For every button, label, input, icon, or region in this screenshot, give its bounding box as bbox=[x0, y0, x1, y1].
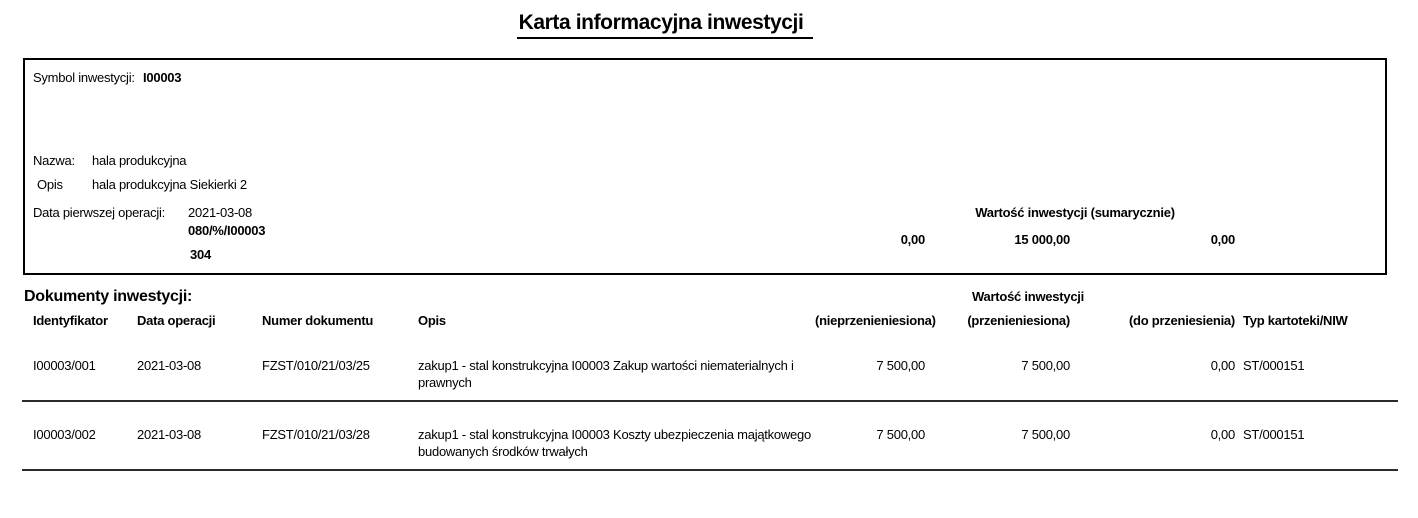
report-title-wrap bbox=[0, 11, 1330, 39]
row-description: zakup1 - stal konstrukcyjna I00003 Koszty ubezpieczenia majątkowego budowanych środków trwałych bbox=[405, 401, 815, 470]
documents-table bbox=[22, 309, 1398, 471]
documents-table-header-row bbox=[22, 309, 1398, 333]
report-title: Karta informacyjna inwestycji bbox=[517, 11, 814, 39]
symbol-label: Symbol inwestycji: bbox=[33, 70, 135, 85]
table-row bbox=[22, 401, 1398, 470]
summary-value-to-transfer: 0,00 bbox=[1210, 232, 1235, 247]
summary-title: Wartość inwestycji (sumarycznie) bbox=[975, 205, 1175, 220]
summary-value-not-transferred: 0,00 bbox=[900, 232, 925, 247]
row-value-transferred: 7 500,00 bbox=[925, 333, 1070, 401]
description-label: Opis bbox=[37, 177, 63, 192]
account-number: 304 bbox=[190, 247, 211, 262]
table-row bbox=[22, 333, 1398, 401]
row-value-not-transferred: 7 500,00 bbox=[815, 401, 925, 470]
description-value: hala produkcyjna Siekierki 2 bbox=[92, 177, 247, 192]
value-group-header: Wartość inwestycji bbox=[971, 289, 1085, 304]
row-description: zakup1 - stal konstrukcyjna I00003 Zakup wartości niematerialnych i prawnych bbox=[405, 333, 815, 401]
investment-header-box bbox=[23, 58, 1387, 275]
row-value-to-transfer: 0,00 bbox=[1070, 401, 1235, 470]
column-header-identifier: Identyfikator bbox=[33, 313, 108, 328]
row-card-type: ST/000151 bbox=[1235, 333, 1398, 401]
row-operation-date: 2021-03-08 bbox=[126, 333, 250, 401]
first-operation-label: Data pierwszej operacji: bbox=[33, 205, 166, 220]
column-header-operation-date: Data operacji bbox=[137, 313, 216, 328]
column-header-transferred: (przenieniesiona) bbox=[967, 313, 1070, 328]
row-document-number: FZST/010/21/03/28 bbox=[250, 401, 405, 470]
name-value: hala produkcyjna bbox=[92, 153, 187, 168]
row-card-type: ST/000151 bbox=[1235, 401, 1398, 470]
column-header-document-number: Numer dokumentu bbox=[262, 313, 374, 328]
row-value-to-transfer: 0,00 bbox=[1070, 333, 1235, 401]
column-header-description: Opis bbox=[418, 313, 446, 328]
documents-section-heading: Dokumenty inwestycji: bbox=[24, 288, 193, 305]
column-header-not-transferred: (nieprzenieniesiona) bbox=[815, 313, 936, 328]
row-identifier: I00003/001 bbox=[22, 333, 126, 401]
account-mask: 080/%/I00003 bbox=[188, 223, 266, 238]
row-identifier: I00003/002 bbox=[22, 401, 126, 470]
column-header-card-type: Typ kartoteki/NIW bbox=[1243, 313, 1348, 328]
first-operation-date: 2021-03-08 bbox=[188, 205, 252, 220]
symbol-value: I00003 bbox=[143, 70, 182, 85]
name-label: Nazwa: bbox=[33, 153, 75, 168]
row-value-not-transferred: 7 500,00 bbox=[815, 333, 925, 401]
row-value-transferred: 7 500,00 bbox=[925, 401, 1070, 470]
column-header-to-transfer: (do przeniesienia) bbox=[1128, 313, 1235, 328]
row-operation-date: 2021-03-08 bbox=[126, 401, 250, 470]
row-document-number: FZST/010/21/03/25 bbox=[250, 333, 405, 401]
summary-value-transferred: 15 000,00 bbox=[1014, 232, 1070, 247]
